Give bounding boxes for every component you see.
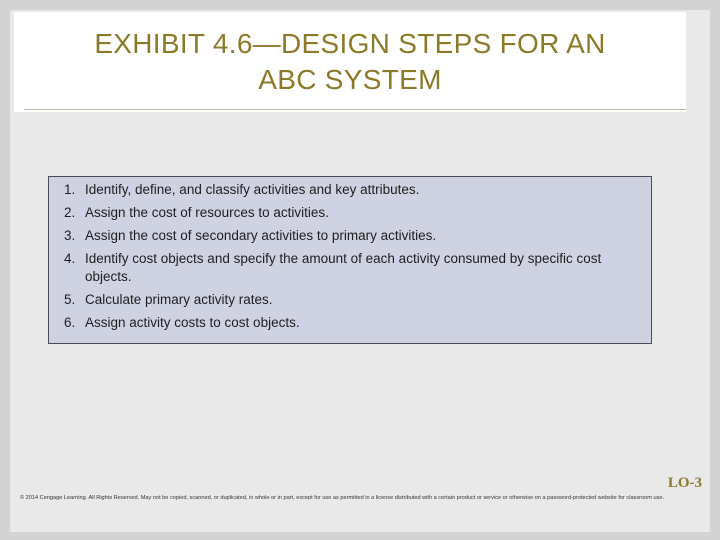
steps-box [48, 176, 652, 344]
steps-list [49, 177, 651, 331]
step-number: 3. [64, 228, 76, 243]
list-item [49, 291, 651, 309]
step-text: Assign the cost of resources to activities. [85, 205, 329, 220]
slide-title [14, 26, 686, 98]
title-line-2: ABC SYSTEM [258, 64, 442, 95]
step-text: Assign activity costs to cost objects. [85, 314, 300, 330]
step-number: 1. [64, 182, 76, 197]
step-number: 5. [64, 291, 76, 307]
step-text: Identify, define, and classify activities and key attributes. [85, 182, 420, 197]
list-item [49, 314, 651, 332]
step-text: Assign the cost of secondary activities to primary activities. [85, 228, 437, 243]
list-item [49, 204, 651, 222]
step-text: Calculate primary activity rates. [85, 291, 273, 307]
step-number: 2. [64, 205, 76, 220]
title-divider [24, 109, 686, 110]
learning-objective-label: LO-3 [667, 475, 702, 491]
title-line-1: EXHIBIT 4.6—DESIGN STEPS FOR AN [94, 28, 606, 59]
list-item [49, 181, 651, 199]
list-item [49, 250, 651, 285]
step-number: 6. [64, 314, 76, 330]
step-number: 4. [64, 251, 76, 266]
copyright-notice: © 2014 Cengage Learning. All Rights Reserved. May not be copied, scanned, or duplicated, in whole or in part, except for use as permitted in a license distributed with a certain product or service or otherwise on a password-protected website for classroom use. [20, 495, 665, 501]
list-item [49, 227, 651, 245]
step-text: Identify cost objects and specify the amount of each activity consumed by specific cost objects. [85, 251, 602, 284]
